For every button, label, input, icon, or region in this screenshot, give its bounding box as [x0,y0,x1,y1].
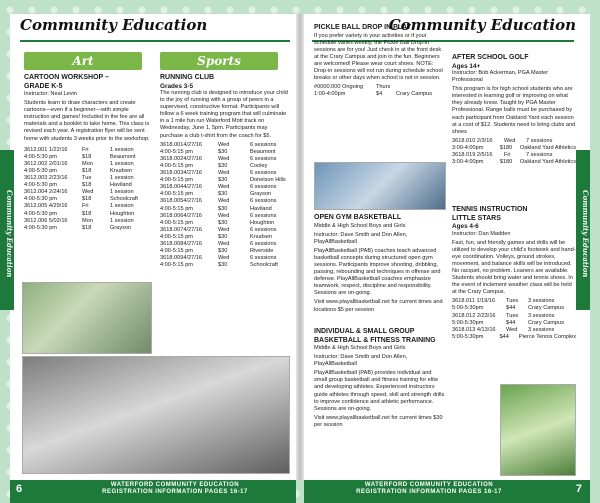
individual-instructor: Instructor: Dave Smith and Don Allen, PlayAllBasketball [314,354,408,368]
schedule-cell: Knudsen [250,233,273,240]
cartoon-grades: GRADE K-5 [24,82,63,90]
schedule-row [452,313,576,320]
schedule-cell: Cooley [250,162,268,169]
schedule-cell: 1 session [110,189,134,196]
schedule-row [452,145,576,152]
schedule-cell: $30 [218,219,228,226]
schedule-row [24,154,150,161]
schedule-cell: $30 [218,191,228,198]
schedule-cell: 4:00-5:15 pm [160,233,193,240]
schedule-cell: 1 session [110,146,134,153]
tennis-title2: LITTLE STARS [452,214,501,222]
schedule-cell: Houghton [110,210,135,217]
schedule-cell: 3618.0024/27/16 [160,155,202,162]
schedule-cell: 3618.0054/27/16 [160,198,202,205]
schedule-cell: 6 sessions [250,255,277,262]
schedule-cell: Schoolcraft [250,262,278,269]
schedule-cell: Wed [504,137,516,144]
open-gym-description: PlayAllBasketball (PAB) coaches teach advanced basketball concepts during structured open gym sessions. Participants improve shooting, dribbling, passing, rebounding and techniques in offense and defense. PlayAllBasketball coaches emphasize teamwork, respect, discipline and responsibility. Sessions are on-going. [314,247,441,297]
schedule-cell: Fri [82,203,89,210]
running-kids-photo [22,356,290,474]
schedule-cell: 3618.0074/27/16 [160,226,202,233]
art-banner: Art [24,52,142,70]
individual-visit [314,415,446,429]
schedule-cell: 6 sessions [250,141,277,148]
individual-description: PlayAllBasketball (PAB) provides individual and small group basketball and fitness training for elite and developing athletes. Experienced instructors guide athletes through speed, skill and strength drills to improve confidence and athletic performance. Sessions are on-going. [314,370,445,412]
golf-section [452,54,576,166]
schedule-cell: Grayson [110,224,132,231]
cartoon-description: Students learn to draw characters and create cartoons—even if a beginner—with simple instruction and games! Included in the fee are all materials and a booklet to take home. This class is revised each year. A registration flyer will be sent home with students 3 weeks prior to the workshop. [24,100,150,142]
right-side-tab: Community Education [576,150,590,310]
schedule-cell: $30 [218,205,228,212]
schedule-cell: Tue [82,175,92,182]
schedule-cell: 4:00-5:15 pm [160,191,193,198]
schedule-cell: Wed [218,255,230,262]
schedule-row [24,211,150,218]
schedule-cell: 4:00-5:15 pm [160,162,193,169]
schedule-cell: $30 [218,162,228,169]
schedule-cell: Wed [218,212,230,219]
schedule-cell: 3618.013 4/13/16 [452,326,496,333]
schedule-row [24,196,150,203]
schedule-cell: 3612.006 5/02/16 [24,217,68,224]
sports-banner: Sports [160,52,278,70]
schedule-cell: 3618.012 2/23/16 [452,312,496,319]
schedule-row [452,334,576,341]
schedule-cell: 1 session [110,203,134,210]
schedule-cell: Tues [506,312,519,319]
schedule-row [160,206,288,213]
open-gym-visit [314,299,446,313]
schedule-row [452,327,576,334]
schedule-cell: 1 session [110,175,134,182]
tennis-instructor: Instructor: Dan Madden [452,230,511,237]
cartoon-workshop-section [24,74,150,232]
schedule-cell: $18 [82,210,92,217]
schedule-cell: 3618.010 2/3/16 [452,137,493,144]
schedule-cell: 7 sessions [526,137,553,144]
right-footer-line1: WATERFORD COMMUNITY EDUCATION [364,482,494,488]
schedule-row [160,149,288,156]
schedule-cell: Wed [506,326,518,333]
schedule-cell: Wed [218,170,230,177]
schedule-cell: 3618.0044/27/16 [160,184,202,191]
schedule-row [160,184,288,191]
schedule-cell: 7 sessions [526,152,553,159]
schedule-cell: $44 [506,305,516,312]
schedule-cell: Haviland [250,205,272,212]
schedule-cell: $44 [506,319,516,326]
schedule-cell: 1:00-4:00pm [314,91,346,98]
golf-title: AFTER SCHOOL GOLF [452,54,529,61]
schedule-row [160,220,288,227]
schedule-cell: Oakland Yard Athletics [519,159,576,166]
schedule-cell: 4:00-5:15 pm [160,219,193,226]
schedule-row [452,305,576,312]
left-heading: Community Education [20,16,208,34]
schedule-row [160,170,288,177]
schedule-cell: Oakland Yard Athletics [519,144,576,151]
schedule-cell: 3618.0014/27/16 [160,141,202,148]
schedule-row [24,182,150,189]
page-number-left: 6 [16,483,23,495]
schedule-cell: Crary Campus [528,319,565,326]
schedule-cell: Wed [218,226,230,233]
art-students-photo [22,282,152,354]
schedule-cell: Wed [218,184,230,191]
schedule-cell: Crary Campus [528,305,565,312]
left-heading-rule [20,40,290,42]
running-schedule [160,142,288,270]
schedule-row [452,159,576,166]
schedule-cell: Donelson Hills [250,177,286,184]
schedule-cell: Grayson [250,191,272,198]
running-club-section [160,74,288,269]
schedule-row [24,175,150,182]
schedule-row [160,142,288,149]
schedule-cell: 3 sessions [528,298,555,305]
right-footer-line2: REGISTRATION INFORMATION PAGES 16-17 [356,489,502,495]
individual-title: INDIVIDUAL & SMALL GROUP [314,328,415,335]
schedule-cell: Pierce Tennis Complex [518,333,576,340]
tennis-ages: Ages 4-6 [452,223,479,230]
pickle-ball-section [314,24,446,98]
open-gym-price: $5 per session [337,306,375,313]
open-gym-section [314,214,446,316]
schedule-cell: 3612.004 2/24/16 [24,189,68,196]
schedule-cell: $30 [218,177,228,184]
schedule-cell: $30 [218,262,228,269]
open-gym-visit-text: Visit www.playallbasketball.net for current times and locations [314,299,443,313]
schedule-row [160,241,288,248]
schedule-cell: 4:00-5:30 pm [24,196,57,203]
schedule-cell: Riverside [250,248,274,255]
schedule-cell: 4:00-5:30 pm [24,153,57,160]
schedule-cell: Wed [218,155,230,162]
golf-schedule [452,138,576,166]
schedule-cell: 3:00-4:00pm [452,159,484,166]
schedule-row [24,147,150,154]
schedule-cell: Beaumont [110,153,136,160]
individual-visit-text: Visit www.playallbasketball.net for current times [314,414,432,421]
schedule-cell: 4:00-5:15 pm [160,262,193,269]
schedule-cell: Schoolcraft [110,196,138,203]
schedule-cell: 4:00-5:30 pm [24,210,57,217]
schedule-cell: 6 sessions [250,155,277,162]
schedule-cell: Tues [506,298,519,305]
schedule-cell: $18 [82,167,92,174]
individual-title2: BASKETBALL & FITNESS TRAINING [314,336,436,344]
schedule-cell: 4:00-5:30 pm [24,167,57,174]
schedule-cell: 3612.003 2/23/16 [24,175,68,182]
schedule-row [452,138,576,145]
schedule-cell: 5:00-5:30pm [452,305,484,312]
schedule-cell: Fri [504,152,511,159]
cartoon-schedule [24,147,150,232]
schedule-row [160,255,288,262]
schedule-cell: $30 [218,248,228,255]
schedule-cell: Thurs [376,84,391,91]
schedule-cell: $44 [499,333,509,340]
schedule-cell: 3618.0094/27/16 [160,255,202,262]
schedule-cell: Fri [82,146,89,153]
schedule-row [314,91,446,98]
left-footer [60,482,290,496]
schedule-cell: #0000.000 Ongoing [314,84,364,91]
golf-ages: Ages 14+ [452,62,481,70]
schedule-cell: Mon [82,160,93,167]
page-gutter [296,14,304,480]
pickle-schedule [314,84,446,98]
left-footer-line1: WATERFORD COMMUNITY EDUCATION [110,482,240,488]
schedule-cell: Wed [218,198,230,205]
schedule-cell: 3:00-4:00pm [452,144,484,151]
schedule-cell: Crary Campus [396,91,433,98]
schedule-row [24,225,150,232]
schedule-cell: Knudsen [110,167,133,174]
schedule-cell: $180 [499,144,513,151]
schedule-cell: 3 sessions [528,326,555,333]
schedule-row [160,227,288,234]
schedule-row [160,234,288,241]
left-side-tab: Community Education [0,150,14,310]
schedule-row [24,203,150,210]
schedule-cell: 1 session [110,160,134,167]
schedule-cell: Mon [82,217,93,224]
schedule-cell: 3612.002 2/01/16 [24,160,68,167]
individual-price: $30 per session [314,414,443,428]
running-description: The running club is designed to introduce your child to the joy of running with a group of peers in a supervised, constructive format. Participants will follow a 6 week training program that will culminate in a 1 mile fun run Waterford Mott track on Wednesday, June 1, 5pm. Participants may purchase a club t-shirt from the coach for $5. [160,90,288,139]
tennis-title: TENNIS INSTRUCTION [452,206,528,213]
schedule-cell: 4:00-5:15 pm [160,248,193,255]
schedule-cell: 3612.005 4/29/16 [24,203,68,210]
schedule-row [24,168,150,175]
schedule-cell: 6 sessions [250,212,277,219]
page-number-right: 7 [575,483,582,495]
schedule-row [452,152,576,159]
schedule-cell: $18 [82,224,92,231]
open-gym-instructor: Instructor: Dave Smith and Don Allen, PlayAllBasketball [314,231,408,245]
schedule-row [160,177,288,184]
schedule-row [160,248,288,255]
individual-sub: Middle & High School Boys and Girls [314,345,406,351]
schedule-row [452,298,576,305]
schedule-row [160,213,288,220]
cartoon-title: CARTOON WORKSHOP – [24,74,109,81]
open-gym-sub: Middle & High School Boys and Girls [314,222,406,229]
running-grades: Grades 3-5 [160,82,194,90]
schedule-cell: Haviland [110,182,132,189]
schedule-cell: 3618.0084/27/16 [160,240,202,247]
pickleball-photo [314,162,446,210]
schedule-cell: 6 sessions [250,170,277,177]
tennis-schedule [452,298,576,341]
schedule-row [24,218,150,225]
schedule-cell: 3618.011 1/19/16 [452,298,496,305]
right-footer [314,482,544,496]
individual-training-section [314,328,446,431]
schedule-cell: 3618.0034/27/16 [160,170,202,177]
schedule-cell: 4:00-5:30 pm [24,224,57,231]
schedule-cell: $30 [218,233,228,240]
schedule-cell: $18 [82,182,92,189]
schedule-cell: $4 [376,91,383,98]
schedule-row [452,320,576,327]
schedule-cell: Wed [218,141,230,148]
schedule-row [160,191,288,198]
schedule-row [160,262,288,269]
cartoon-instructor: Instructor: Neal Levin [24,91,77,97]
golf-description: This program is for high school students who are interested in learning golf or improving on what they already know. Taught by PGA Master Professional. Range balls must be purchased by each participant from Oakland Yard each session at a cost of $12. Students need to bring clubs and shoes [452,86,576,135]
tennis-section [452,206,576,341]
golf-instructor: Instructor: Bob Ackerman, PGA Master Professional [452,70,549,84]
schedule-cell: 5:00-5:30pm [452,333,484,340]
schedule-cell: 3618.019 2/5/16 [452,152,493,159]
schedule-cell: Houghton [250,219,275,226]
schedule-cell: Wed [82,189,94,196]
tennis-child-photo [500,384,576,476]
schedule-cell: 3 sessions [528,312,555,319]
schedule-cell: 6 sessions [250,198,277,205]
tennis-description: Fast, fun, and friendly games and drills will be utilized to develop your child's footwork and hand-eye coordination. Volleys, ground strokes, movement, and balance skills will be introduced. No racquet, no problem. Loaners are available. Students should bring water and tennis shoes. In the event of inclement weather class will be held at the Crary Campus. [452,239,576,296]
schedule-cell: 3612.001 1/22/16 [24,146,68,153]
pickle-description: If you prefer variety in your activities or if your schedule varies weekly, the Pickle Ball Drop-in sessions are for you! Just check in at the front desk at the Crary Campus and join in the fun. Beginners are welcomed! Please wear court shoes. NOTE: Drop-in sessions will not run during schedule school breaks or other days when school is not in session. [314,32,443,82]
schedule-cell: $18 [82,196,92,203]
schedule-row [24,189,150,196]
open-gym-title: OPEN GYM BASKETBALL [314,214,402,221]
schedule-cell: 4:00-5:15 pm [160,205,193,212]
schedule-row [160,198,288,205]
schedule-cell: Beaumont [250,148,276,155]
left-footer-line2: REGISTRATION INFORMATION PAGES 16-17 [102,489,248,495]
schedule-row [160,163,288,170]
schedule-row [24,161,150,168]
schedule-cell: 4:00-5:15 pm [160,148,193,155]
schedule-cell: 6 sessions [250,184,277,191]
schedule-cell: $180 [499,159,513,166]
schedule-cell: $18 [82,153,92,160]
schedule-cell: 6 sessions [250,240,277,247]
schedule-cell: 3618.0064/27/16 [160,212,202,219]
schedule-cell: Wed [218,240,230,247]
running-title: RUNNING CLUB [160,74,215,81]
schedule-row [314,84,446,91]
schedule-row [160,156,288,163]
schedule-cell: 4:00-5:30 pm [24,182,57,189]
schedule-cell: 5:00-5:30pm [452,319,484,326]
schedule-cell: 6 sessions [250,226,277,233]
schedule-cell: 1 session [110,217,134,224]
right-heading: Community Education [388,16,576,34]
schedule-cell: 4:00-5:15 pm [160,177,193,184]
schedule-cell: $30 [218,148,228,155]
pickle-title: PICKLE BALL DROP IN PLAY [314,24,412,31]
